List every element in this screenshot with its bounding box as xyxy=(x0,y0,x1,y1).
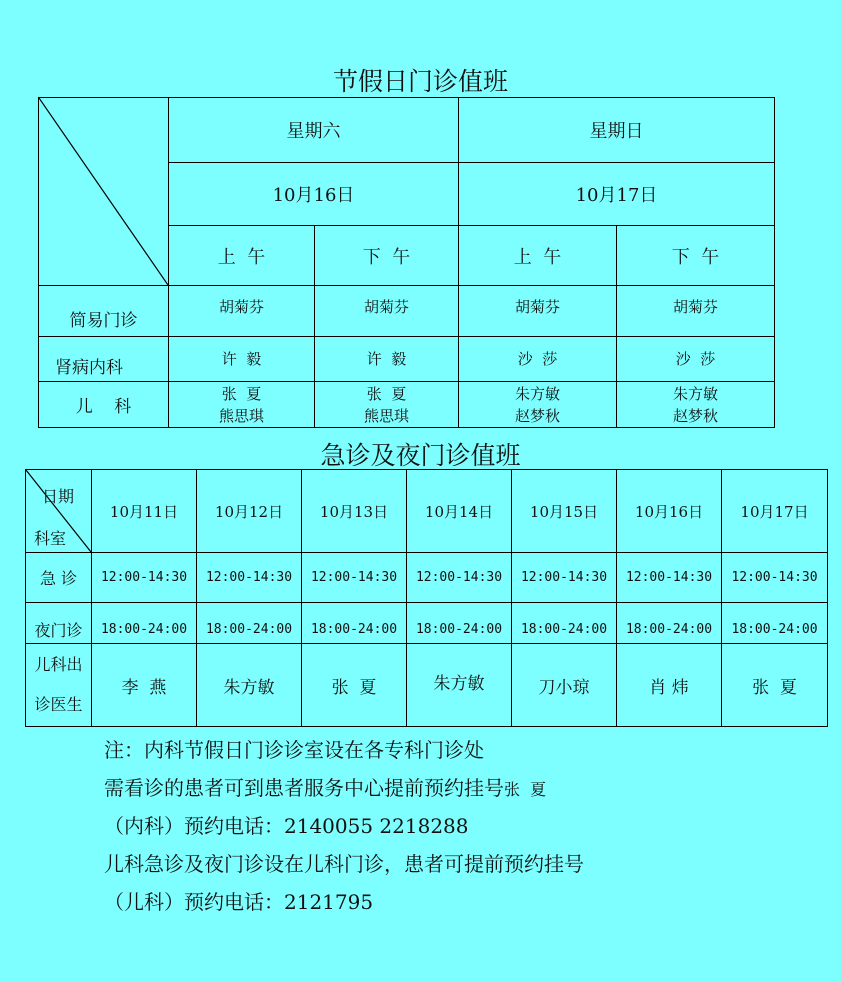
date-saturday: 10月16日 xyxy=(169,163,459,226)
diagonal-line xyxy=(39,98,168,285)
time-cell: 18:00-24:00 xyxy=(407,603,512,644)
doctor-cell xyxy=(459,382,617,428)
department-label: 儿 科 xyxy=(39,382,169,428)
doctor-cell xyxy=(315,382,459,428)
row-label-line: 诊医生 xyxy=(34,695,83,714)
department-label: 肾病内科 xyxy=(39,337,169,382)
emergency-corner-cell xyxy=(26,470,92,553)
doctor-name: 朱方敏 xyxy=(514,384,560,403)
doctor-cell: 许 毅 xyxy=(315,337,459,382)
table-row xyxy=(26,644,828,727)
doctor-name: 张 夏 xyxy=(221,384,262,403)
doctor-cell: 胡菊芬 xyxy=(169,286,315,337)
note-line-3: （内科）预约电话：2140055 2218288 xyxy=(104,814,469,838)
row-label-pediatric-doctor xyxy=(26,644,92,727)
time-cell: 12:00-14:30 xyxy=(92,553,197,603)
date-header: 10月13日 xyxy=(302,470,407,553)
note-line-2-text: 需看诊的患者可到患者服务中心提前预约挂号 xyxy=(104,776,504,800)
period-sat-pm: 下 午 xyxy=(315,226,459,286)
time-cell: 18:00-24:00 xyxy=(92,603,197,644)
date-header: 10月17日 xyxy=(722,470,828,553)
table-row xyxy=(26,553,828,603)
time-cell: 12:00-14:30 xyxy=(197,553,302,603)
doctor-name: 朱方敏 xyxy=(672,384,718,403)
table-row xyxy=(26,603,828,644)
note-line-1: 注：内科节假日门诊诊室设在各专科门诊处 xyxy=(104,738,484,762)
time-cell: 18:00-24:00 xyxy=(197,603,302,644)
doctor-name: 张 夏 xyxy=(366,384,407,403)
holiday-schedule-title: 节假日门诊值班 xyxy=(332,67,508,96)
doctor-cell: 刀小琼 xyxy=(512,644,617,727)
date-header: 10月15日 xyxy=(512,470,617,553)
time-cell: 12:00-14:30 xyxy=(617,553,722,603)
time-cell: 18:00-24:00 xyxy=(722,603,828,644)
period-sun-am: 上 午 xyxy=(459,226,617,286)
doctor-cell: 胡菊芬 xyxy=(315,286,459,337)
corner-dept-label: 科室 xyxy=(34,529,67,548)
doctor-name: 赵梦秋 xyxy=(514,406,560,425)
period-sat-am: 上 午 xyxy=(169,226,315,286)
doctor-name: 熊思琪 xyxy=(218,406,264,425)
time-cell: 18:00-24:00 xyxy=(302,603,407,644)
emergency-schedule-title: 急诊及夜门诊值班 xyxy=(320,441,521,470)
doctor-name: 赵梦秋 xyxy=(672,406,718,425)
doctor-name: 熊思琪 xyxy=(363,406,409,425)
row-label-night: 夜门诊 xyxy=(26,603,92,644)
department-label: 简易门诊 xyxy=(39,286,169,337)
date-header: 10月16日 xyxy=(617,470,722,553)
weekday-saturday: 星期六 xyxy=(169,98,459,163)
time-cell: 12:00-14:30 xyxy=(722,553,828,603)
table-row xyxy=(39,382,775,428)
note-line-4: 儿科急诊及夜门诊设在儿科门诊，患者可提前预约挂号 xyxy=(104,852,584,876)
doctor-cell xyxy=(169,382,315,428)
doctor-cell: 肖 炜 xyxy=(617,644,722,727)
period-sun-pm: 下 午 xyxy=(617,226,775,286)
doctor-cell: 张 夏 xyxy=(302,644,407,727)
notes-block xyxy=(104,733,584,923)
date-header: 10月11日 xyxy=(92,470,197,553)
emergency-schedule-table xyxy=(25,469,828,727)
time-cell: 12:00-14:30 xyxy=(512,553,617,603)
time-cell: 12:00-14:30 xyxy=(407,553,512,603)
note-line-2 xyxy=(104,771,584,809)
time-cell: 12:00-14:30 xyxy=(302,553,407,603)
note-line-5: （儿科）预约电话：2121795 xyxy=(104,890,374,914)
time-cell: 18:00-24:00 xyxy=(617,603,722,644)
row-label-emergency: 急 诊 xyxy=(26,553,92,603)
doctor-cell: 沙 莎 xyxy=(459,337,617,382)
doctor-cell: 张 夏 xyxy=(722,644,828,727)
doctor-cell: 许 毅 xyxy=(169,337,315,382)
doctor-cell: 沙 莎 xyxy=(617,337,775,382)
note-line-2-suffix: 张 夏 xyxy=(504,780,547,799)
holiday-schedule-table xyxy=(38,97,775,428)
doctor-cell: 胡菊芬 xyxy=(459,286,617,337)
weekday-sunday: 星期日 xyxy=(459,98,775,163)
doctor-cell: 胡菊芬 xyxy=(617,286,775,337)
table-row xyxy=(39,337,775,382)
row-label-line: 儿科出 xyxy=(34,655,83,674)
doctor-cell xyxy=(617,382,775,428)
doctor-cell: 朱方敏 xyxy=(407,644,512,727)
doctor-cell: 朱方敏 xyxy=(197,644,302,727)
holiday-corner-cell xyxy=(39,98,169,286)
date-header: 10月12日 xyxy=(197,470,302,553)
time-cell: 18:00-24:00 xyxy=(512,603,617,644)
date-sunday: 10月17日 xyxy=(459,163,775,226)
doctor-cell: 李 燕 xyxy=(92,644,197,727)
date-header: 10月14日 xyxy=(407,470,512,553)
table-row xyxy=(39,286,775,337)
corner-date-label: 日期 xyxy=(42,487,75,506)
